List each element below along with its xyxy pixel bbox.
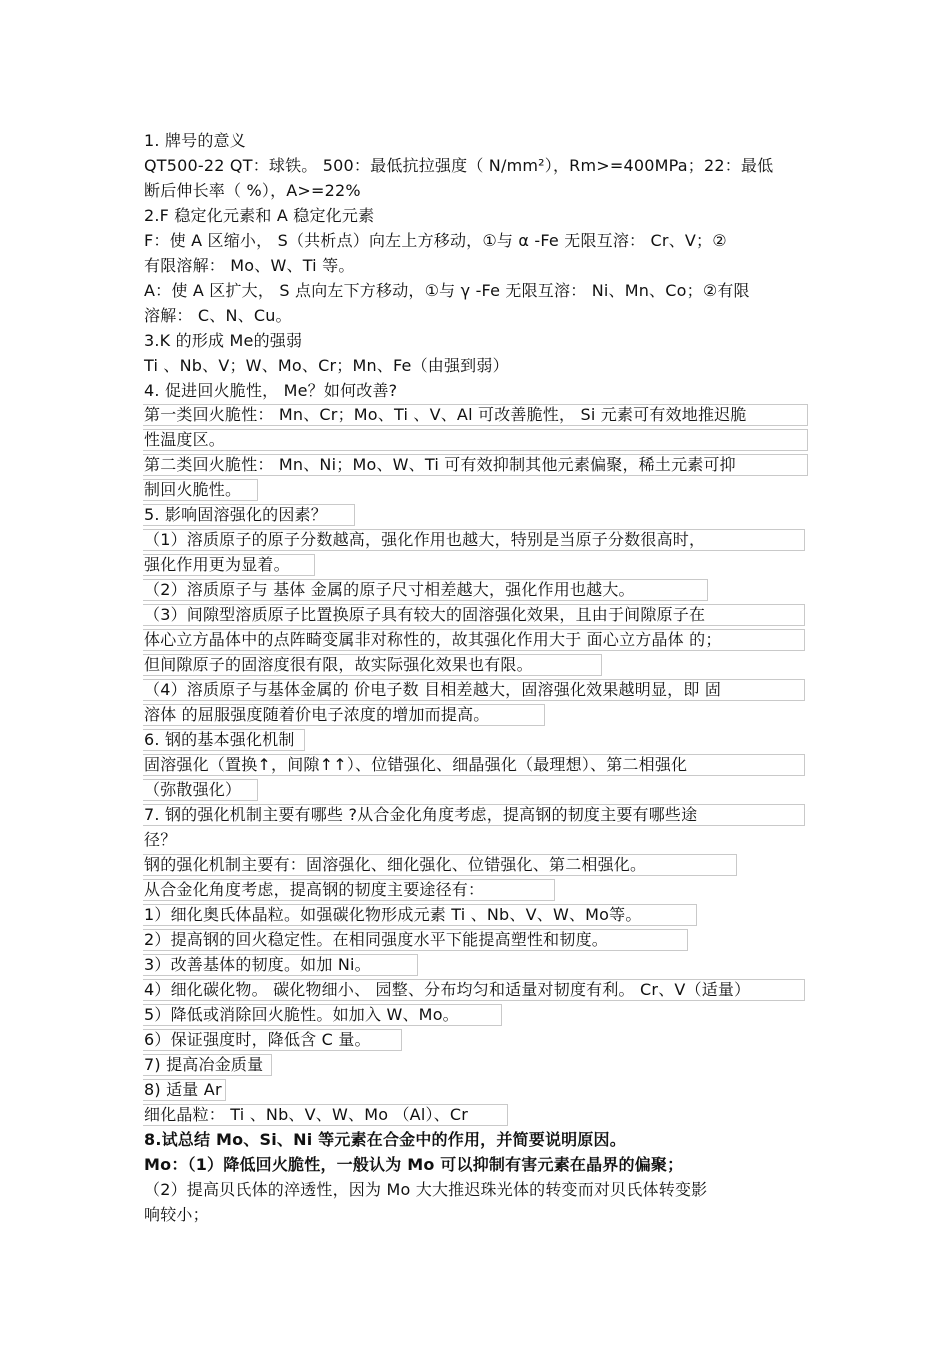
text-line: 5. 影响固溶强化的因素？: [144, 505, 327, 524]
text-line: A：使 A 区扩大， S 点向左下方移动，①与 γ -Fe 无限互溶： Ni、Mn、Co；②有限: [144, 281, 750, 300]
text-line: 溶解： C、N、Cu。: [144, 306, 292, 325]
text-line: 细化晶粒： Ti 、Nb、V、W、Mo （Al）、Cr: [144, 1105, 469, 1124]
text-line: 3）改善基体的韧度。如加 Ni。: [144, 955, 371, 974]
text-line: 4. 促进回火脆性， Me？如何改善?: [144, 381, 398, 400]
text-line: 7. 钢的强化机制主要有哪些 ?从合金化角度考虑，提高钢的韧度主要有哪些途: [144, 805, 698, 824]
text-line: Mo：（1）降低回火脆性，一般认为 Mo 可以抑制有害元素在晶界的偏聚；: [144, 1155, 684, 1174]
text-line: （3）间隙型溶质原子比置换原子具有较大的固溶强化效果，且由于间隙原子在: [144, 605, 706, 624]
text-line: 断后伸长率（ %），A>=22%: [144, 181, 361, 200]
text-line: 7) 提高冶金质量: [144, 1055, 264, 1074]
text-line: QT500-22 QT：球铁。 500：最低抗拉强度（ N/mm²），Rm>=400MPa；22：最低: [144, 156, 774, 175]
text-line: （4）溶质原子与基体金属的 价电子数 目相差越大，固溶强化效果越明显，即 固: [144, 680, 722, 699]
text-line: 3.K 的形成 Me的强弱: [144, 331, 303, 350]
text-line: F：使 A 区缩小， S（共析点）向左上方移动，①与 α -Fe 无限互溶： Cr、V；②: [144, 231, 727, 250]
text-line: （2）溶质原子与 基体 金属的原子尺寸相差越大，强化作用也越大。: [144, 580, 635, 599]
text-line: 6. 钢的基本强化机制: [144, 730, 295, 749]
text-line: 6）保证强度时，降低含 C 量。: [144, 1030, 371, 1049]
text-line: 溶体 的屈服强度随着价电子浓度的增加而提高。: [144, 705, 490, 724]
text-line: 1. 牌号的意义: [144, 131, 246, 150]
text-line: Ti 、Nb、V；W、Mo、Cr；Mn、Fe（由强到弱）: [144, 356, 509, 375]
table-cell-border: [143, 429, 808, 451]
text-line: 响较小；: [144, 1205, 209, 1224]
text-line: 第一类回火脆性： Mn、Cr；Mo、Ti 、V、Al 可改善脆性， Si 元素可有效地推迟脆: [144, 405, 747, 424]
text-line: 体心立方晶体中的点阵畸变属非对称性的，故其强化作用大于 面心立方晶体 的；: [144, 630, 722, 649]
text-line: 从合金化角度考虑，提高钢的韧度主要途径有：: [144, 880, 485, 899]
text-line: 径？: [144, 830, 177, 849]
text-line: （1）溶质原子的原子分数越高，强化作用也越大，特别是当原子分数很高时，: [144, 530, 706, 549]
text-line: 制回火脆性。: [144, 480, 242, 499]
text-line: 钢的强化机制主要有：固溶强化、细化强化、位错强化、第二相强化。: [144, 855, 647, 874]
text-line: 1）细化奥氏体晶粒。如强碳化物形成元素 Ti 、Nb、V、W、Mo等。: [144, 905, 642, 924]
text-line: 强化作用更为显着。: [144, 555, 290, 574]
text-line: 2）提高钢的回火稳定性。在相同强度水平下能提高塑性和韧度。: [144, 930, 608, 949]
text-line: 但间隙原子的固溶度很有限，故实际强化效果也有限。: [144, 655, 533, 674]
text-line: 性温度区。: [144, 430, 226, 449]
text-line: 第二类回火脆性： Mn、Ni；Mo、W、Ti 可有效抑制其他元素偏聚，稀土元素可抑: [144, 455, 736, 474]
text-line: 4）细化碳化物。 碳化物细小、 园整、分布均匀和适量对韧度有利。 Cr、V（适量）: [144, 980, 751, 999]
text-line: 2.F 稳定化元素和 A 稳定化元素: [144, 206, 375, 225]
text-line: 5）降低或消除回火脆性。如加入 W、Mo。: [144, 1005, 459, 1024]
text-line: 有限溶解： Mo、W、Ti 等。: [144, 256, 355, 275]
text-line: 8.试总结 Mo、Si、Ni 等元素在合金中的作用，并简要说明原因。: [144, 1130, 626, 1149]
text-line: 8) 适量 Ar: [144, 1080, 222, 1099]
text-line: （弥散强化）: [144, 780, 242, 799]
text-line: 固溶强化（置换↑，间隙↑↑）、位错强化、细晶强化（最理想）、第二相强化: [144, 755, 688, 774]
text-line: （2）提高贝氏体的淬透性，因为 Mo 大大推迟珠光体的转变而对贝氏体转变影: [144, 1180, 708, 1199]
